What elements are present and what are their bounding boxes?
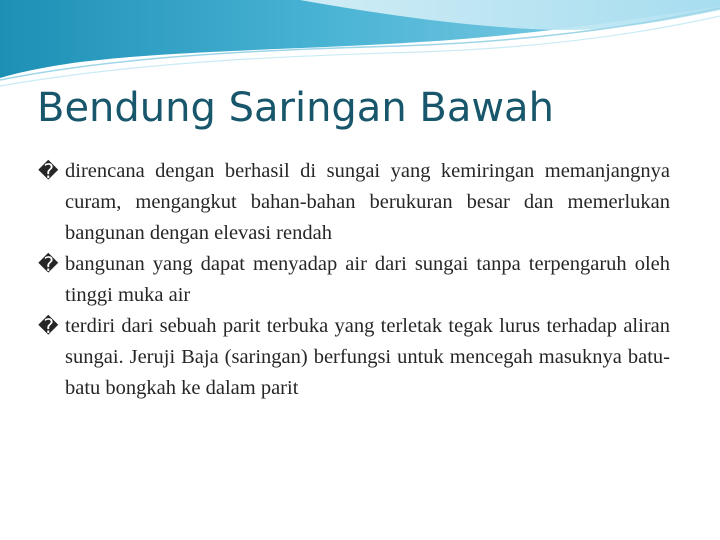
bullet-text: terdiri dari sebuah parit terbuka yang terletak tegak lurus terhadap aliran sungai. Jeruji Baja (saringan) berfungsi untuk mencegah masuknya batu-batu bongkah ke dalam parit (65, 315, 670, 399)
bullet-glyph-icon: � (38, 159, 59, 183)
bullet-text: bangunan yang dapat menyadap air dari sungai tanpa terpengaruh oleh tinggi muka air (65, 253, 670, 306)
bullet-item (38, 249, 670, 311)
slide-title: Bendung Saringan Bawah (37, 85, 554, 131)
bullet-list (38, 156, 670, 404)
bullet-item (38, 156, 670, 249)
header-wave-decoration (0, 0, 720, 90)
bullet-text: direncana dengan berhasil di sungai yang kemiringan memanjangnya curam, mengangkut bahan-bahan berukuran besar dan memerlukan bangunan dengan elevasi rendah (65, 160, 670, 244)
bullet-glyph-icon: � (38, 314, 59, 338)
bullet-glyph-icon: � (38, 252, 59, 276)
bullet-item (38, 311, 670, 404)
